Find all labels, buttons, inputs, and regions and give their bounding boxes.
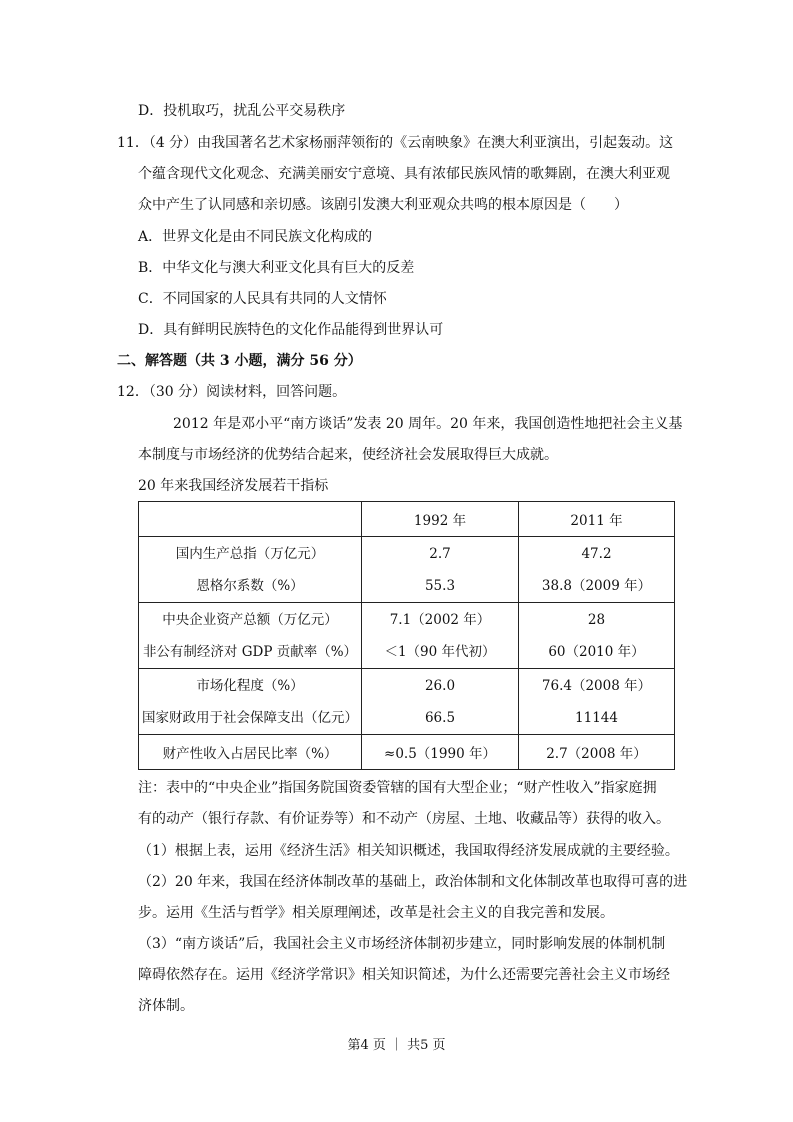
- table-header-2011: 2011 年: [519, 502, 675, 537]
- indicator-cell: [139, 669, 362, 735]
- subquestion-3-line-2: 障碍依然存在。运用《经济学常识》相关知识简述，为什么还需要完善社会主义市场经: [138, 967, 670, 983]
- value-2011: 38.8（2009 年）: [541, 577, 652, 594]
- q11-stem-line-2: 个蕴含现代文化观念、充满美丽安宁意境、具有浓郁民族风情的歌舞剧，在澳大利亚观: [138, 166, 670, 182]
- value-1992-cell: [362, 669, 519, 735]
- table-row: [139, 603, 675, 669]
- q11-option-a: A．世界文化是由不同民族文化构成的: [138, 229, 373, 245]
- economic-indicators-table: [138, 501, 675, 770]
- table-header-row: [139, 502, 675, 537]
- value-1992: 2.7: [429, 545, 451, 562]
- table-note-line-2: 有的动产（银行存款、有价证券等）和不动产（房屋、土地、收藏品等）获得的收入。: [138, 811, 670, 827]
- q11-option-c: C．不同国家的人民具有共同的人文情怀: [138, 291, 387, 307]
- value-2011: 76.4（2008 年）: [541, 677, 652, 694]
- q12-stem: 12．（30 分）阅读材料，回答问题。: [117, 384, 347, 400]
- value-2011: 2.7（2008 年）: [519, 735, 675, 770]
- indicator-label: 财产性收入占居民比率（%）: [139, 735, 362, 770]
- value-2011: 47.2: [581, 545, 612, 562]
- indicator-label: 国内生产总指（万亿元）: [175, 545, 325, 562]
- indicator-label: 中央企业资产总额（万亿元）: [162, 611, 338, 628]
- subquestion-1: （1）根据上表，运用《经济生活》相关知识概述，我国取得经济发展成就的主要经验。: [138, 843, 679, 859]
- subquestion-3-line-3: 济体制。: [138, 998, 194, 1014]
- subquestion-2-line-1: （2）20 年来，我国在经济体制改革的基础上，政治体制和文化体制改革也取得可喜的进: [138, 874, 688, 890]
- q12-material-line-2: 本制度与市场经济的优势结合起来，使经济社会发展取得巨大成就。: [138, 447, 558, 463]
- value-2011: 60（2010 年）: [548, 643, 645, 660]
- value-1992: ≈0.5（1990 年）: [362, 735, 519, 770]
- table-row: [139, 537, 675, 603]
- value-1992: ＜1（90 年代初）: [384, 643, 496, 660]
- indicator-label: 恩格尔系数（%）: [196, 577, 304, 594]
- table-header-1992: 1992 年: [362, 502, 519, 537]
- value-1992: 26.0: [424, 677, 456, 694]
- table-row: [139, 735, 675, 770]
- value-1992: 7.1（2002 年）: [389, 611, 491, 628]
- value-1992: 55.3: [424, 577, 456, 594]
- subquestion-3-line-1: （3）“南方谈话”后，我国社会主义市场经济体制初步建立，同时影响发展的体制机制: [138, 936, 666, 952]
- value-1992: 66.5: [424, 709, 456, 726]
- value-1992-cell: [362, 537, 519, 603]
- table-caption: 20 年来我国经济发展若干指标: [138, 478, 329, 494]
- q10-option-d: D．投机取巧，扰乱公平交易秩序: [138, 103, 346, 119]
- value-2011: 11144: [575, 709, 618, 726]
- q12-material-line-1: 2012 年是邓小平“南方谈话”发表 20 周年。20 年来，我国创造性地把社会主义基: [173, 416, 683, 432]
- indicator-cell: [139, 603, 362, 669]
- table-note-line-1: 注：表中的“中央企业”指国务院国资委管辖的国有大型企业；“财产性收入”指家庭拥: [138, 780, 657, 796]
- table-row: [139, 669, 675, 735]
- value-1992-cell: [362, 603, 519, 669]
- q11-stem-line-3: 众中产生了认同感和亲切感。该剧引发澳大利亚观众共鸣的根本原因是（ ）: [138, 197, 628, 213]
- indicator-label: 非公有制经济对 GDP 贡献率（%）: [142, 643, 358, 660]
- indicator-label: 国家财政用于社会保障支出（亿元）: [142, 709, 358, 726]
- q11-option-d: D．具有鲜明民族特色的文化作品能得到世界认可: [138, 322, 444, 338]
- value-2011-cell: [519, 603, 675, 669]
- page-footer: 第4 页 ｜ 共5 页: [347, 1038, 446, 1053]
- subquestion-2-line-2: 步。运用《生活与哲学》相关原理阐述，改革是社会主义的自我完善和发展。: [138, 905, 614, 921]
- value-2011: 28: [587, 611, 606, 628]
- q11-option-b: B．中华文化与澳大利亚文化具有巨大的反差: [138, 260, 415, 276]
- section-2-title: 二、解答题（共 3 小题，满分 56 分）: [117, 353, 362, 369]
- table-header-empty: [139, 502, 362, 537]
- value-2011-cell: [519, 669, 675, 735]
- indicator-label: 市场化程度（%）: [196, 677, 304, 694]
- indicator-cell: [139, 537, 362, 603]
- q11-stem-line-1: 11．（4 分）由我国著名艺术家杨丽萍领衔的《云南映象》在澳大利亚演出，引起轰动。这: [117, 135, 674, 151]
- value-2011-cell: [519, 537, 675, 603]
